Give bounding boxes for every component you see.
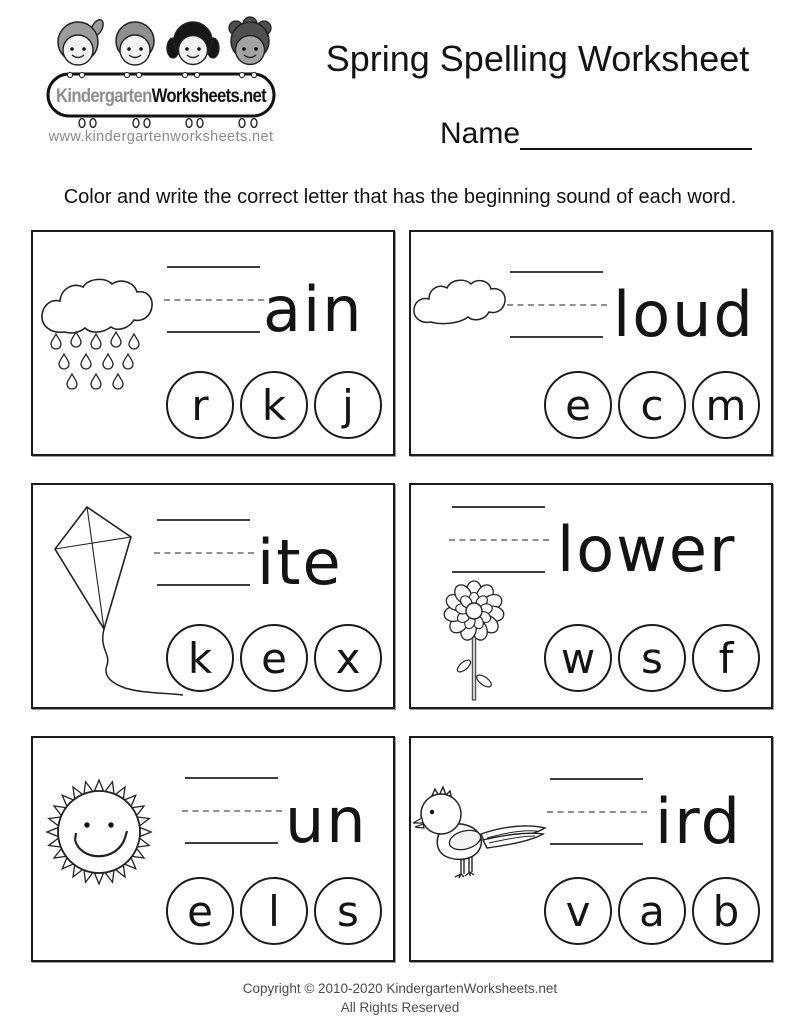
writing-line-top (510, 271, 603, 273)
letter-choice: m (692, 371, 760, 439)
writing-line-top (550, 778, 643, 780)
writing-line-middle-dashed (449, 539, 549, 541)
letter-choice: b (692, 877, 760, 945)
letter-choices (166, 371, 382, 439)
website-url: www.kindergartenworksheets.net (48, 129, 274, 145)
letter-choices (166, 877, 382, 945)
name-write-line (520, 118, 752, 150)
card-rain (31, 230, 395, 456)
word-fragment: lower (557, 513, 737, 586)
writing-line-bottom (510, 336, 603, 338)
bird-image (413, 774, 558, 879)
sun-image (41, 768, 161, 890)
name-field-row (440, 118, 752, 150)
logo-brand-gray: Kindergarten (56, 86, 152, 107)
writing-line-middle-dashed (547, 811, 647, 813)
rights-line: All Rights Reserved (340, 1000, 460, 1015)
writing-lines (157, 519, 250, 586)
copyright-line: Copyright © 2010-2020 KindergartenWorksheets.net (242, 981, 558, 996)
letter-choice: c (618, 371, 686, 439)
writing-line-bottom (550, 843, 643, 845)
word-fragment: ain (263, 273, 364, 346)
card-flower (409, 483, 773, 709)
writing-line-bottom (452, 571, 545, 573)
word-fragment: ird (655, 785, 742, 858)
letter-choice: x (314, 624, 382, 692)
letter-choice: f (692, 624, 760, 692)
letter-choice: w (544, 624, 612, 692)
letter-choices (544, 624, 760, 692)
writing-lines (550, 778, 643, 845)
logo-wordmark (56, 76, 266, 118)
letter-choice: r (166, 371, 234, 439)
writing-lines (510, 271, 603, 338)
writing-line-middle-dashed (507, 304, 607, 306)
word-fragment: ite (257, 526, 343, 599)
writing-line-middle-dashed (154, 552, 254, 554)
logo-brand-black: Worksheets.net (151, 86, 266, 107)
writing-line-bottom (157, 584, 250, 586)
letter-choice: v (544, 877, 612, 945)
flower-image (439, 578, 509, 703)
card-kite (31, 483, 395, 709)
name-label: Name (440, 117, 521, 150)
letter-choice: s (618, 624, 686, 692)
writing-line-top (452, 506, 545, 508)
letter-choice: s (314, 877, 382, 945)
writing-line-middle-dashed (164, 299, 264, 301)
cloud-image (411, 272, 511, 326)
letter-choices (544, 877, 760, 945)
letter-choice: e (240, 624, 308, 692)
writing-line-middle-dashed (182, 810, 282, 812)
letter-choices (166, 624, 382, 692)
writing-line-top (185, 777, 278, 779)
writing-line-bottom (185, 842, 278, 844)
letter-choice: l (240, 877, 308, 945)
writing-line-top (167, 266, 260, 268)
writing-lines (185, 777, 278, 844)
page-title: Spring Spelling Worksheet (325, 38, 750, 79)
letter-choice: e (166, 877, 234, 945)
writing-line-bottom (167, 331, 260, 333)
card-cloud (409, 230, 773, 456)
letter-choice: k (240, 371, 308, 439)
letter-choice: k (166, 624, 234, 692)
word-fragment: loud (613, 278, 755, 351)
letter-choices (544, 371, 760, 439)
instruction-text: Color and write the correct letter that has the beginning sound of each word. (63, 186, 737, 208)
letter-choice: a (618, 877, 686, 945)
card-bird (409, 736, 773, 962)
letter-choice: e (544, 371, 612, 439)
writing-lines (167, 266, 260, 333)
word-fragment: un (285, 784, 368, 857)
card-sun (31, 736, 395, 962)
writing-lines (452, 506, 545, 573)
copyright-footer (0, 979, 800, 1017)
letter-choice: j (314, 371, 382, 439)
rain-cloud-image (37, 274, 187, 394)
writing-line-top (157, 519, 250, 521)
